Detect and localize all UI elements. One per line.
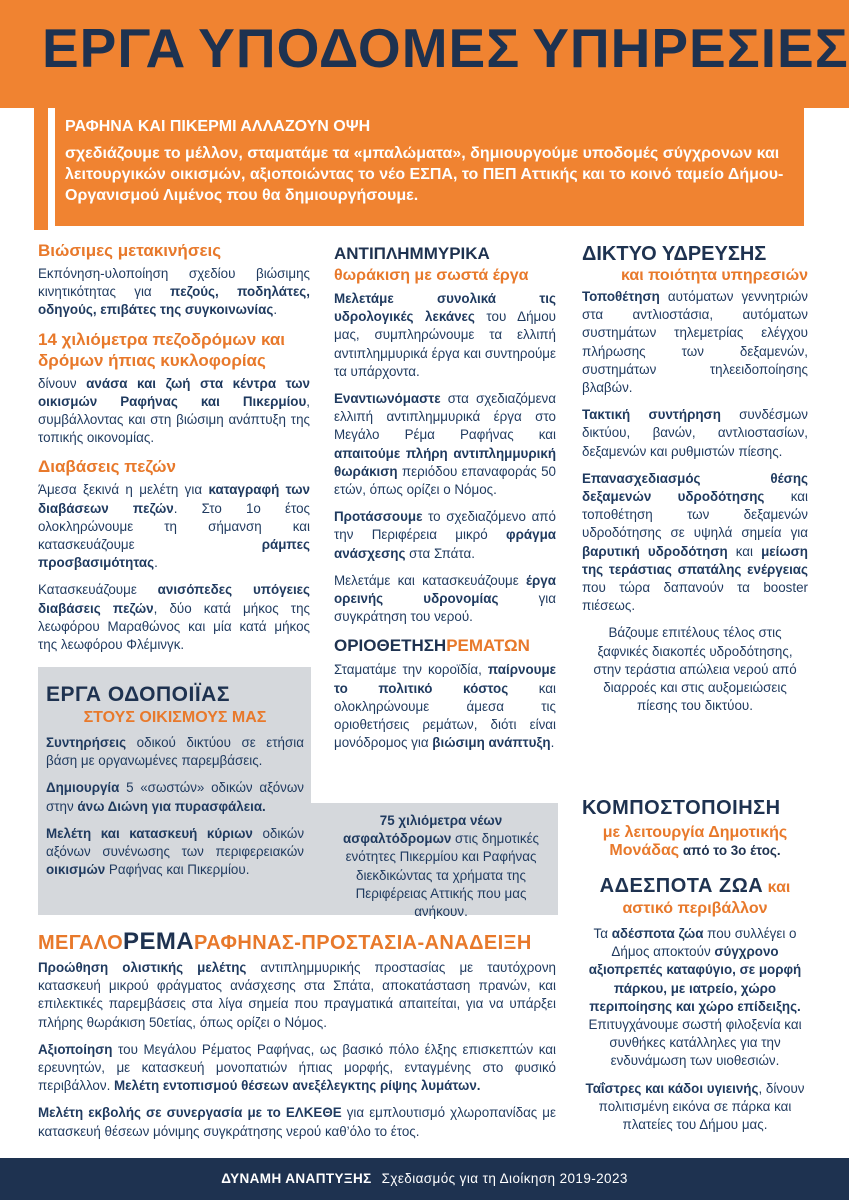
- para-basins: Μελετάμε συνολικά τις υδρολογικές λεκάνες του Δήμου μας, συμπληρώνουμε τα ελλιπή αντιπλημμυρικά έργα και συντηρούμε τα υπάρχοντα.: [334, 291, 557, 379]
- subheading-flood: θωράκιση με σωστά έργα: [334, 267, 529, 284]
- column-flood: [334, 243, 556, 761]
- para-road-creation: Δημιουργία 5 «σωστών» οδικών αξόνων στην άνω Διώνη για πυρασφάλεια.: [46, 780, 304, 814]
- heading-flood: ΑΝΤΙΠΛΗΜΜΥΡΙΚΑ: [334, 244, 490, 263]
- heading-rema: ΜΕΓΑΛΟΡΕΜΑΡΑΦΗΝΑΣ-ΠΡΟΣΤΑΣΙΑ-ΑΝΑΔΕΙΞΗ: [38, 928, 532, 955]
- para-underpasses: Κατασκευάζουμε ανισόπεδες υπόγειες διαβάσεις πεζών, δύο κατά μήκος της λεωφόρου Μαραθώνος και μία κατά μήκος της λεωφόρου Φλέμινγκ.: [38, 582, 311, 653]
- column-water: [582, 243, 808, 724]
- heading-animals: ΑΔΕΣΠΟΤΑ ΖΩΑ και: [599, 875, 791, 897]
- intro-heading: ΡΑΦΗΝΑ ΚΑΙ ΠΙΚΕΡΜΙ ΑΛΛΑΖΟΥΝ ΟΨΗ: [65, 118, 371, 135]
- heading-compost: ΚΟΜΠΟΣΤΟΠΟΙΗΣΗ: [582, 797, 781, 819]
- footer-brand: ΔΥΝΑΜΗ ΑΝΑΠΤΥΞΗΣ: [221, 1171, 372, 1186]
- subheading-animals: αστικό περιβάλλον: [622, 900, 768, 917]
- heading-roads: ΕΡΓΑ ΟΔΟΠΟΙΪΑΣ: [46, 683, 230, 706]
- heading-mobility: Βιώσιμες μετακινήσεις: [38, 241, 222, 260]
- column-roads: [46, 683, 304, 888]
- para-generators: Τοποθέτηση αυτόματων γεννητριών στα αντλιοστάσια, αυτόματων συστημάτων τηλεμετρίας ελέγχου πλήρωσης των δεξαμενών, συστημάτων τηλεειδοποίησης βλαβών.: [582, 289, 808, 396]
- para-rema-estuary: Μελέτη εκβολής σε συνεργασία με το ΕΛΚΕΘΕ για εμπλουτισμό χλωρoπανίδας με κατασκευή θέσεων μόνιμης συγκράτησης νερού καθ’όλο το έτος.: [38, 1105, 556, 1139]
- column-animals: [582, 874, 808, 1143]
- footer-text: Σχεδιασμός για τη Διοίκηση 2019-2023: [381, 1171, 628, 1186]
- para-opposition: Εναντιωνόμαστε στα σχεδιαζόμενα ελλιπή αντιπλημμυρικά έργα στο Μεγάλο Ρέμα Ραφήνας και απαιτούμε πλήρη αντιπλημμυρική θωράκιση περιόδου επαναφοράς 50 ετών, όπως ορίζει ο Νόμος.: [334, 391, 556, 498]
- para-shelter: Τα αδέσποτα ζώα που συλλέγει ο Δήμος αποκτούν σύγχρονο αξιοπρεπές καταφύγιο, σε μορφή πάρκου, με ιατρείο, χώρο περιποίησης και χώρο επίδειξης. Επιτυγχάνουμε σωστή φιλοξενία και συνθήκες κατάλληλες για την ενδυνάμωση των υιοθεσιών.: [588, 926, 802, 1069]
- page-title: ΕΡΓΑ ΥΠΟΔΟΜΕΣ ΥΠΗΡΕΣΙΕΣ: [42, 17, 849, 79]
- para-rema-study: Προώθηση ολιστικής μελέτης αντιπλημμυρικής προστασίας με ταυτόχρονη κατασκευή μικρού φράγματος ανάσχεσης στα Σπάτα, αποκατάσταση πρανών, και επιλεκτικές παρεμβάσεις στα λίγα σημεία που πραγματικά απαιτείται, για να υπάρξει πλήρης θωράκιση 50ετίας, όπως ορίζει ο Νόμος.: [38, 960, 556, 1030]
- subheading-roads: ΣΤΟΥΣ ΟΙΚΙΣΜΟΥΣ ΜΑΣ: [83, 709, 267, 726]
- heading-streams: ΟΡΙΟΘΕΤΗΣΗΡΕΜΑΤΩΝ: [334, 636, 530, 656]
- para-maintenance: Τακτική συντήρηση συνδέσμων δικτύου, βανών, αντλιοστασίων, δεξαμενών και ρυθμιστών πίεσης.: [582, 407, 808, 459]
- column-compost: [582, 796, 808, 860]
- subheading-water: και ποιότητα υπηρεσιών: [621, 267, 808, 284]
- column-mobility: [38, 240, 310, 663]
- para-tanks: Επανασχεδιασμός θέσης δεξαμενών υδροδότησης και τοποθέτηση των δεξαμενών υδροδότησης σε υψηλά σημεία για βαρυτική υδροδότηση και μείωση της τεράστιας σπατάλης ενέργειας που τώρα δαπανούν τα booster πιέσεως.: [582, 470, 808, 614]
- para-mobility: Εκπόνηση-υλοποίηση σχεδίου βιώσιμης κινητικότητας για πεζούς, ποδηλάτες, οδηγούς, επιβάτες της συγκοινωνίας.: [38, 266, 310, 318]
- para-road-study: Μελέτη και κατασκευή κύριων οδικών αξόνων συνένωσης των περιφερειακών οικισμών Ραφήνας και Πικερμίου.: [46, 825, 305, 878]
- para-mountain: Μελετάμε και κατασκευάζουμε έργα ορεινής υδρονομίας για συγκράτηση του νερού.: [334, 572, 556, 625]
- para-feeders: Ταΐστρες και κάδοι υγιεινής, δίνουν πολιτισμένη εικόνα σε πάρκα και πλατείες του Δήμου μας.: [585, 1080, 805, 1133]
- para-road-maintenance: Συντηρήσεις οδικού δικτύου σε ετήσια βάση με οργανωμένες παρεμβάσεις.: [46, 735, 304, 769]
- footer-bar: [0, 1158, 849, 1200]
- heading-pedestrian-streets: 14 χιλιόμετρα πεζοδρόμων και δρόμων ήπιας κυκλοφορίας: [38, 329, 286, 370]
- intro-text: σχεδιάζουμε το μέλλον, σταματάμε τα «μπαλώματα», δημιουργούμε υποδομές σύγχρονων και λειτουργικών οικισμών, αξιοποιώντας το νέο ΕΣΠΑ, το ΠΕΠ Αττικής και το κοινό ταμείο Δήμου-Οργανισμού Λιμένος που θα δημιουργήσουμε.: [65, 145, 784, 204]
- subheading-compost: με λειτουργία Δημοτικής Μονάδας από το 3ο έτος.: [602, 824, 788, 860]
- para-crossings: Άμεσα ξεκινά η μελέτη για καταγραφή των διαβάσεων πεζών. Στο 1ο έτος ολοκληρώνουμε τη σήμανση και κατασκευάζουμε ράμπες προσβασιμότητας.: [38, 482, 310, 571]
- para-dam: Προτάσσουμε το σχεδιαζόμενο από την Περιφέρεια μικρό φράγμα ανάσχεσης στα Σπάτα.: [334, 509, 556, 561]
- para-interruptions: Βάζουμε επιτέλους τέλος στις ξαφνικές διακοπές υδροδότησης, στην τεράστια απώλεια νερού από διαρροές και στις αυξομειώσεις πίεσης του δικτύου.: [593, 625, 797, 714]
- para-streams: Σταματάμε την κοροϊδία, παίρνουμε το πολιτικό κόστος και ολοκληρώνουμε άμεσα τις οριοθετήσεις ρεμάτων, διότι είναι μονόδρομος για βιώσιμη ανάπτυξη.: [334, 662, 556, 751]
- heading-crossings: Διαβάσεις πεζών: [38, 457, 176, 477]
- accent-bar: [34, 90, 48, 230]
- para-rema-use: Αξιοποίηση του Μεγάλου Ρέματος Ραφήνας, ως βασικό πόλο έλξης επισκεπτών και ερευνητών, με κατασκευή μονοπατιών ήπιας μορφής, ενταγμένης στο φυσικό περιβάλλον. Μελέτη εντοπισμού θέσεων ανεξέλεγκτης ρίψης λυμάτων.: [38, 1041, 556, 1094]
- column-rema: [38, 959, 556, 1150]
- para-pedestrian-streets: δίνουν ανάσα και ζωή στα κέντρα των οικισμών Ραφήνας και Πικερμίου, συμβάλλοντας και στη βιώσιμη ανάπτυξη της τοπικής οικονομίας.: [38, 375, 311, 446]
- heading-water: ΔΙΚΤΥΟ ΥΔΡΕΥΣΗΣ: [582, 243, 767, 265]
- intro-box: [55, 108, 804, 226]
- para-asphalt: 75 χιλιόμετρα νέων ασφαλτόδρομων στις δημοτικές ενότητες Πικερμίου και Ραφήνας διεκδικώντας τα χρήματα της Περιφέρειας Αττικής που μας ανήκουν.: [342, 813, 540, 920]
